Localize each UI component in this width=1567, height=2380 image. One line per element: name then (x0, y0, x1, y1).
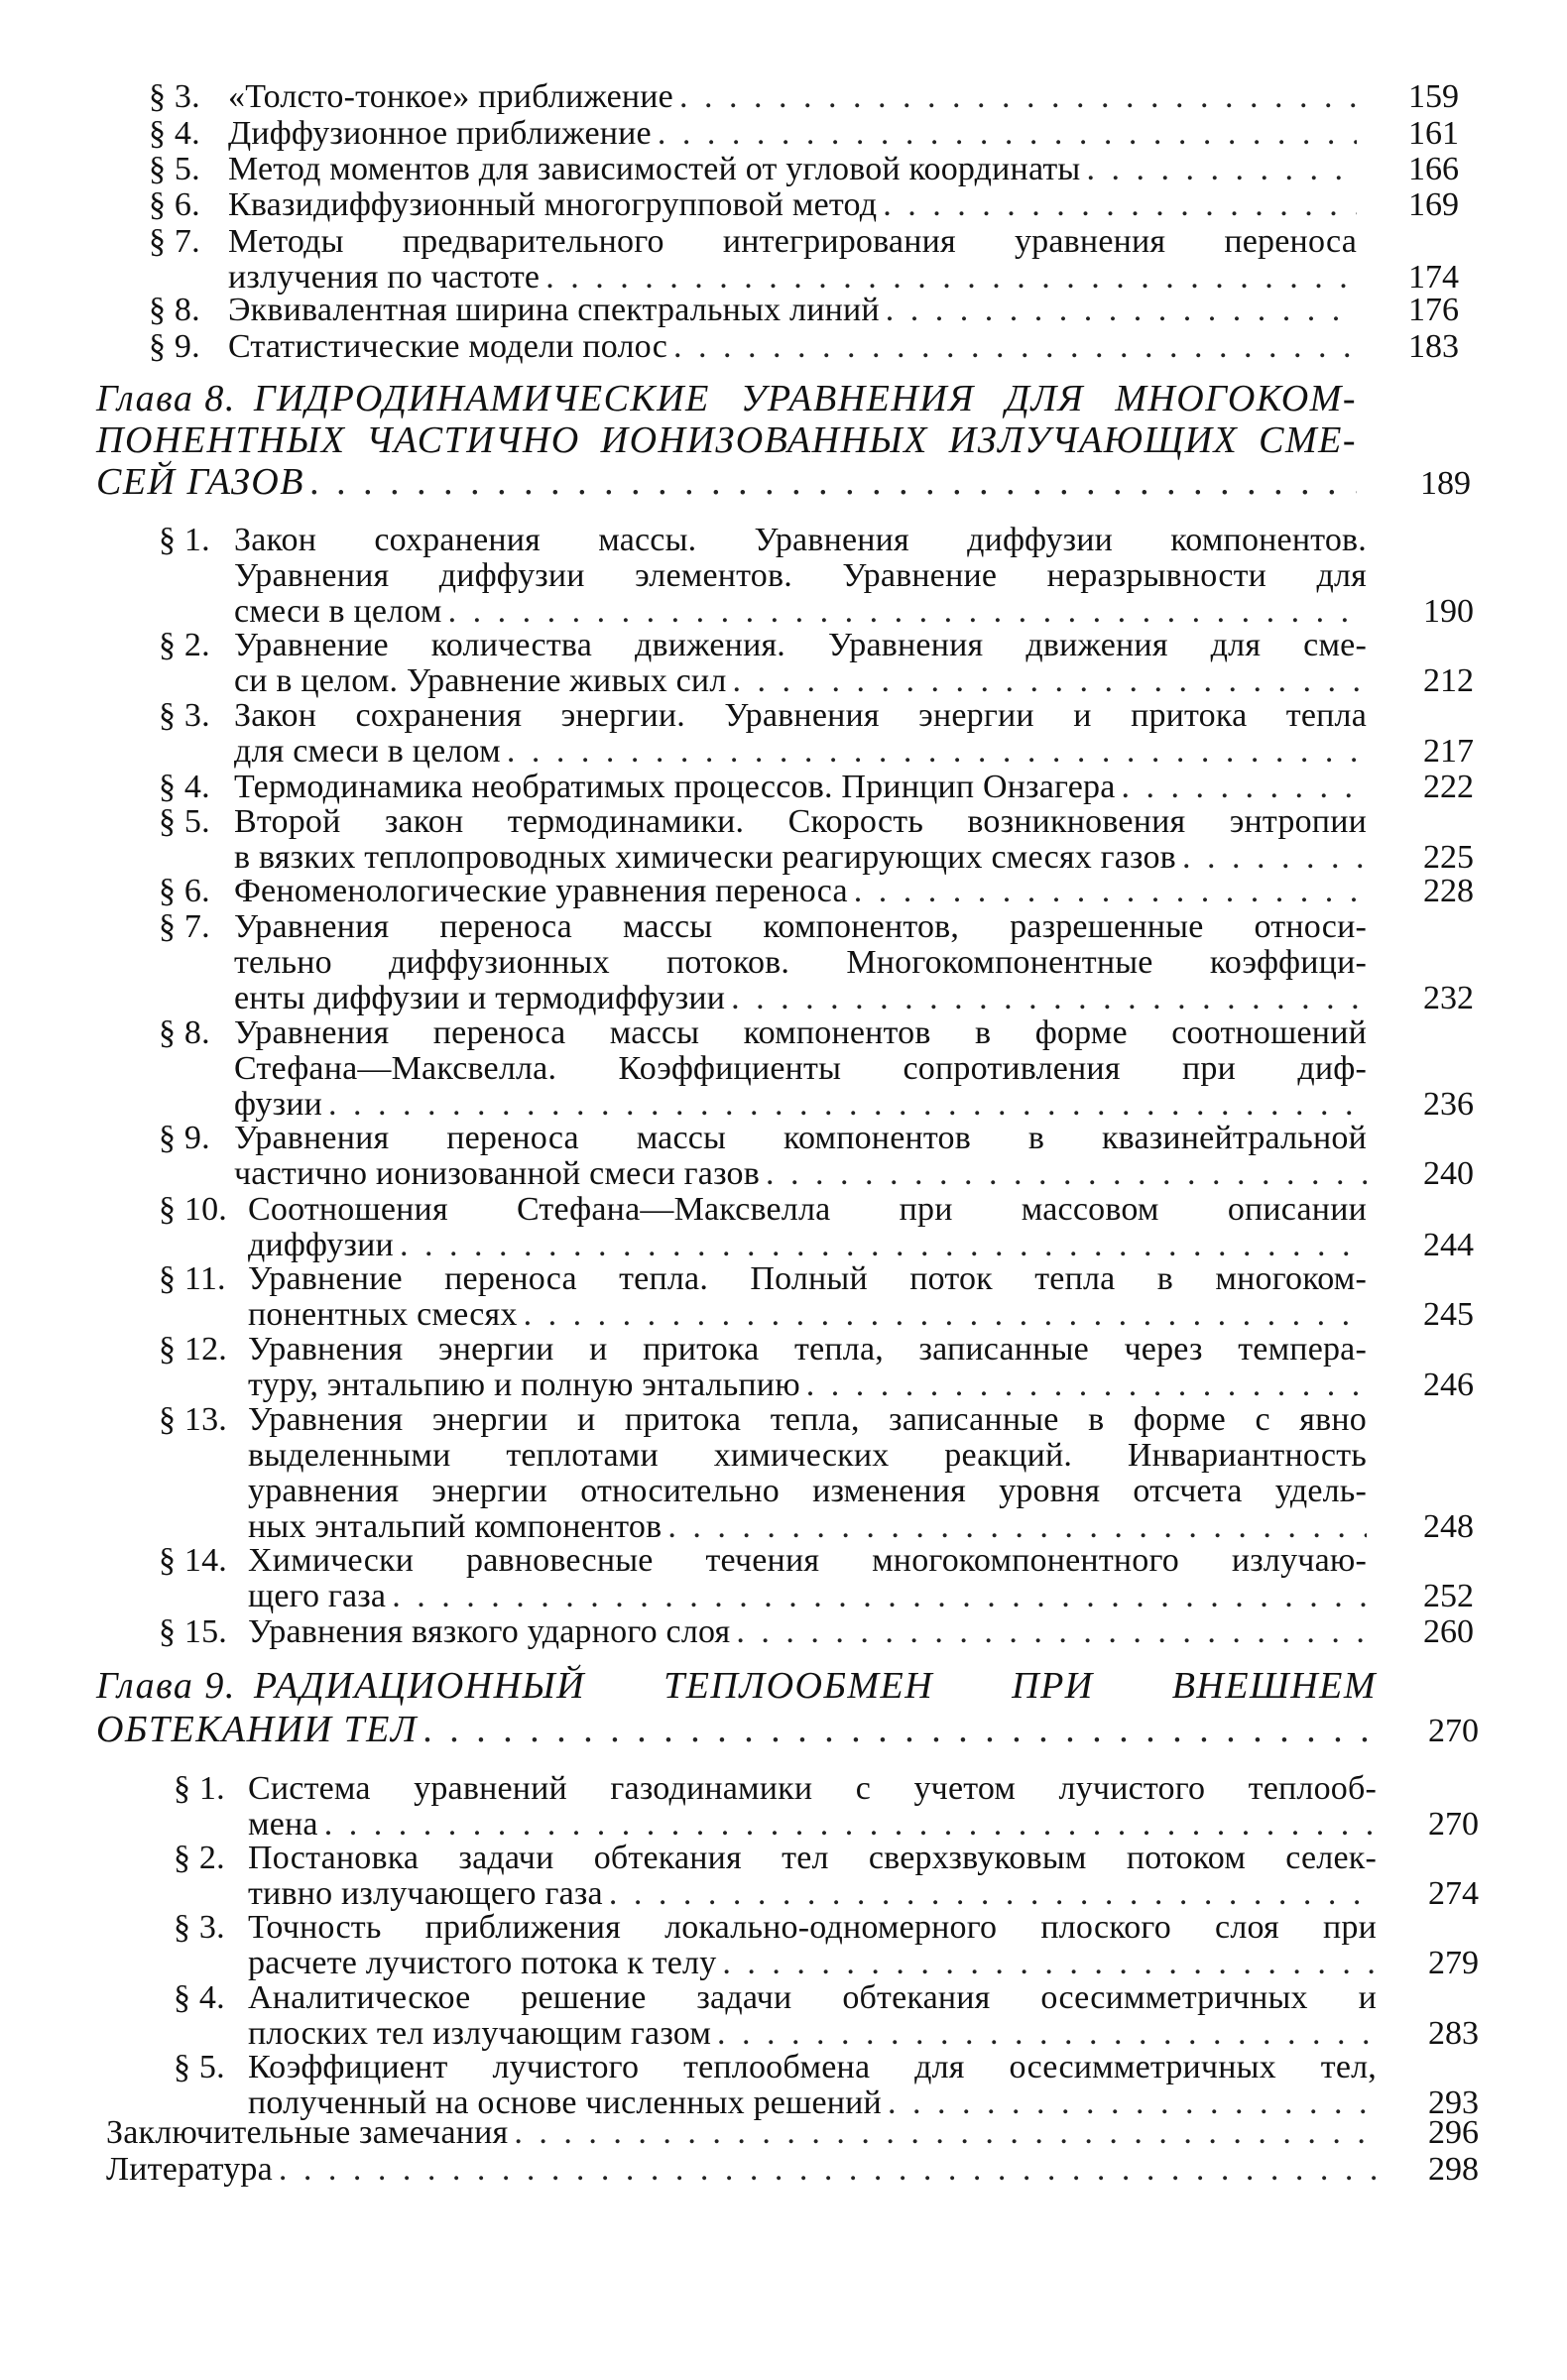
toc-entry-line (159, 1015, 1367, 1051)
section-number: § 15. (159, 1613, 227, 1650)
toc-entry-line (96, 379, 1357, 418)
entry-title: плоских тел излучающим газом (248, 2015, 712, 2052)
toc-entry-line (248, 1368, 1367, 1403)
page-number: 228 (1423, 873, 1474, 909)
dot-leader (733, 663, 1368, 699)
page-number: 159 (1408, 78, 1459, 115)
toc-entry-line (234, 1051, 1367, 1087)
section-number: § 10. (159, 1191, 227, 1228)
entry-title: Эквивалентная ширина спектральных линий (228, 292, 880, 328)
section-number: § 6. (159, 873, 210, 909)
page-number: 174 (1408, 259, 1459, 296)
toc-entry-line (149, 116, 1357, 152)
toc-entry-line (174, 1771, 1377, 1807)
dot-leader (609, 1876, 1377, 1912)
chapter-label: Глава 9. (96, 1665, 236, 1707)
dot-leader (883, 187, 1357, 223)
section-number: § 2. (159, 627, 210, 663)
toc-entry-line (149, 79, 1357, 115)
toc-entry-line (149, 224, 1357, 260)
entry-title: енты диффузии и термодиффузии (234, 980, 726, 1016)
section-number: § 3. (174, 1909, 225, 1946)
page-number: 274 (1428, 1875, 1479, 1912)
chapter-title: СЕЙ ГАЗОВ (96, 461, 304, 503)
section-number: § 5. (149, 151, 200, 187)
toc-entry-line (159, 1121, 1367, 1156)
section-number: § 7. (149, 223, 200, 260)
section-number: § 4. (159, 769, 210, 805)
toc-entry-line (234, 840, 1367, 876)
dot-leader (545, 260, 1357, 296)
dot-leader (1086, 152, 1357, 187)
dot-leader (679, 79, 1357, 115)
entry-title: Система уравнений газодинамики с учетом лучистого теплооб- (248, 1770, 1377, 1807)
page-number: 225 (1423, 839, 1474, 876)
page-number: 248 (1423, 1508, 1474, 1545)
entry-title: Уравнения переноса массы компонентов в квазинейтральной (234, 1120, 1367, 1156)
dot-leader (886, 293, 1357, 328)
entry-title: туру, энтальпию и полную энтальпию (248, 1367, 800, 1403)
section-number: § 4. (149, 115, 200, 152)
section-number: § 1. (174, 1770, 225, 1807)
toc-entry-line (248, 1946, 1377, 1981)
toc-entry-line (159, 1402, 1367, 1438)
entry-title: ных энтальпий компонентов (248, 1508, 663, 1545)
dot-leader (507, 734, 1367, 770)
dot-leader (806, 1368, 1367, 1403)
entry-title: Закон сохранения массы. Уравнения диффузии компонентов. (234, 522, 1367, 558)
entry-title: Термодинамика необратимых процессов. Принцип Онзагера (234, 769, 1116, 805)
entry-title: Заключительные замечания (106, 2114, 509, 2151)
toc-entry-line (96, 462, 1357, 502)
entry-title: излучения по частоте (228, 259, 541, 296)
entry-title: Точность приближения локально-одномерного плоского слоя при (248, 1909, 1377, 1946)
toc-entry-line (234, 734, 1367, 770)
chapter-title: ПОНЕНТНЫХ ЧАСТИЧНО ИОНИЗОВАННЫХ ИЗЛУЧАЮЩИХ СМЕ- (96, 419, 1357, 461)
entry-title: фузии (234, 1086, 323, 1123)
entry-title: тельно диффузионных потоков. Многокомпонентные коэффици- (234, 944, 1367, 981)
page-number: 217 (1423, 733, 1474, 770)
page-number: 246 (1423, 1367, 1474, 1403)
entry-title: Постановка задачи обтекания тел сверхзвуковым потоком селек- (248, 1840, 1377, 1876)
dot-leader (731, 981, 1367, 1016)
dot-leader (392, 1579, 1367, 1614)
section-number: § 13. (159, 1401, 227, 1438)
page-number: 279 (1428, 1945, 1479, 1981)
toc-entry-line (159, 1543, 1367, 1579)
toc-entry-line (248, 2016, 1377, 2052)
toc-entry-line (96, 1666, 1377, 1706)
toc-entry-line (149, 187, 1357, 223)
section-number: § 5. (174, 2049, 225, 2085)
toc-entry-line (174, 1841, 1377, 1876)
entry-title: Литература (106, 2151, 273, 2188)
section-number: § 9. (149, 328, 200, 365)
toc-entry-line (159, 1192, 1367, 1228)
page-number: 212 (1423, 662, 1474, 699)
page-number: 296 (1428, 2114, 1479, 2151)
toc-entry-line (159, 1614, 1367, 1650)
page-number: 169 (1408, 186, 1459, 223)
chapter-title: ОБТЕКАНИИ ТЕЛ (96, 1709, 419, 1750)
page-number: 190 (1423, 593, 1474, 630)
toc-entry-line (106, 2115, 1377, 2151)
entry-title: понентных смесях (248, 1296, 518, 1333)
toc-entry-line (228, 260, 1357, 296)
entry-title: Химически равновесные течения многокомпонентного излучаю- (248, 1542, 1367, 1579)
entry-title: Уравнения диффузии элементов. Уравнение неразрывности для (234, 557, 1367, 594)
entry-title: Диффузионное приближение (228, 115, 652, 152)
page-number: 240 (1423, 1155, 1474, 1192)
page-number: 252 (1423, 1578, 1474, 1614)
section-number: § 1. (159, 522, 210, 558)
toc-entry-line (234, 1087, 1367, 1123)
toc-entry-line (159, 909, 1367, 945)
section-number: § 2. (174, 1840, 225, 1876)
toc-entry-line (248, 1297, 1367, 1333)
dot-leader (524, 1297, 1367, 1333)
entry-title: диффузии (248, 1227, 394, 1263)
entry-title: Уравнения энергии и притока тепла, записанные в форме с явно (248, 1401, 1367, 1438)
toc-entry-line (234, 594, 1367, 630)
page-number: 161 (1408, 115, 1459, 152)
page-number: 293 (1428, 2084, 1479, 2121)
page-number: 270 (1428, 1806, 1479, 1843)
entry-title: Уравнения переноса массы компонентов в форме соотношений (234, 1014, 1367, 1051)
toc-entry-line (248, 1474, 1367, 1509)
toc-entry-line (248, 1579, 1367, 1614)
page-number: 189 (1420, 465, 1471, 502)
toc-entry-line (174, 1910, 1377, 1946)
dot-leader (717, 2016, 1377, 2052)
entry-title: Феноменологические уравнения переноса (234, 873, 848, 909)
entry-title: Уравнения энергии и притока тепла, записанные через темпера- (248, 1331, 1367, 1368)
section-number: § 5. (159, 803, 210, 840)
entry-title: си в целом. Уравнение живых сил (234, 662, 727, 699)
entry-title: «Толсто-тонкое» приближение (228, 78, 673, 115)
dot-leader (328, 1087, 1367, 1123)
page-number: 183 (1408, 328, 1459, 365)
toc-entry-line (159, 874, 1367, 909)
page-number: 260 (1423, 1613, 1474, 1650)
toc-entry-line (149, 329, 1357, 365)
section-number: § 3. (159, 697, 210, 734)
toc-entry-line (149, 293, 1357, 328)
entry-title: Уравнения переноса массы компонентов, разрешенные относи- (234, 908, 1367, 945)
page-number: 222 (1423, 769, 1474, 805)
toc-entry-line (234, 981, 1367, 1016)
section-number: § 14. (159, 1542, 227, 1579)
dot-leader (722, 1946, 1377, 1981)
dot-leader (279, 2152, 1377, 2188)
entry-title: щего газа (248, 1578, 387, 1614)
toc-entry-line (234, 945, 1367, 981)
entry-title: Уравнение переноса тепла. Полный поток тепла в многоком- (248, 1260, 1367, 1297)
toc-entry-line (159, 628, 1367, 663)
dot-leader (1122, 770, 1367, 805)
dot-leader (448, 594, 1367, 630)
dot-leader (1182, 840, 1367, 876)
page-number: 298 (1428, 2151, 1479, 2188)
entry-title: Статистические модели полос (228, 328, 667, 365)
dot-leader (658, 116, 1357, 152)
entry-title: Методы предварительного интегрирования уравнения переноса (228, 223, 1357, 260)
section-number: § 11. (159, 1260, 226, 1297)
dot-leader (854, 874, 1367, 909)
toc-entry-line (149, 152, 1357, 187)
entry-title: для смеси в целом (234, 733, 501, 770)
entry-title: Закон сохранения энергии. Уравнения энергии и притока тепла (234, 697, 1367, 734)
chapter-title: РАДИАЦИОННЫЙ ТЕПЛООБМЕН ПРИ ВНЕШНЕМ (253, 1665, 1377, 1707)
entry-title: Уравнение количества движения. Уравнения движения для сме- (234, 627, 1367, 663)
entry-title: Коэффициент лучистого теплообмена для осесимметричных тел, (248, 2049, 1377, 2085)
page-number: 176 (1408, 292, 1459, 328)
toc-entry-line (248, 1876, 1377, 1912)
page-number: 283 (1428, 2015, 1479, 2052)
page-number: 236 (1423, 1086, 1474, 1123)
entry-title: тивно излучающего газа (248, 1875, 603, 1912)
toc-entry-line (159, 1261, 1367, 1297)
toc-entry-line (106, 2152, 1377, 2188)
entry-title: Квазидиффузионный многогрупповой метод (228, 186, 878, 223)
page-number: 245 (1423, 1296, 1474, 1333)
toc-entry-line (174, 1980, 1377, 2016)
section-number: § 3. (149, 78, 200, 115)
entry-title: мена (248, 1806, 318, 1843)
toc-entry-line (248, 1228, 1367, 1263)
toc-entry-line (96, 420, 1357, 460)
dot-leader (766, 1156, 1367, 1192)
entry-title: Соотношения Стефана—Максвелла при массовом описании (248, 1191, 1367, 1228)
dot-leader (310, 462, 1357, 502)
entry-title: частично ионизованной смеси газов (234, 1155, 760, 1192)
dot-leader (400, 1228, 1367, 1263)
entry-title: Метод моментов для зависимостей от угловой координаты (228, 151, 1081, 187)
toc-entry-line (159, 523, 1367, 558)
toc-entry-line (159, 698, 1367, 734)
section-number: § 12. (159, 1331, 227, 1368)
section-number: § 4. (174, 1979, 225, 2016)
chapter-title: ГИДРОДИНАМИЧЕСКИЕ УРАВНЕНИЯ ДЛЯ МНОГОКОМ- (253, 378, 1357, 419)
section-number: § 6. (149, 186, 200, 223)
entry-title: Уравнения вязкого ударного слоя (248, 1613, 731, 1650)
entry-title: в вязких теплопроводных химически реагирующих смесях газов (234, 839, 1176, 876)
toc-entry-line (234, 663, 1367, 699)
entry-title: полученный на основе численных решений (248, 2084, 882, 2121)
dot-leader (736, 1614, 1367, 1650)
section-number: § 8. (159, 1014, 210, 1051)
toc-entry-line (248, 1807, 1377, 1843)
entry-title: расчете лучистого потока к телу (248, 1945, 717, 1981)
toc-entry-line (234, 558, 1367, 594)
section-number: § 7. (159, 908, 210, 945)
chapter-label: Глава 8. (96, 378, 236, 419)
toc-entry-line (159, 1332, 1367, 1368)
dot-leader (667, 1509, 1367, 1545)
section-number: § 9. (159, 1120, 210, 1156)
entry-title: Аналитическое решение задачи обтекания осесимметричных и (248, 1979, 1377, 2016)
toc-entry-line (174, 2050, 1377, 2085)
entry-title: уравнения энергии относительно изменения уровня отсчета удель- (248, 1473, 1367, 1509)
toc-entry-line (159, 804, 1367, 840)
entry-title: смеси в целом (234, 593, 442, 630)
dot-leader (514, 2115, 1377, 2151)
dot-leader (324, 1807, 1377, 1843)
toc-entry-line (248, 1438, 1367, 1474)
page-number: 166 (1408, 151, 1459, 187)
dot-leader (673, 329, 1357, 365)
entry-title: выделенными теплотами химических реакций. Инвариантность (248, 1437, 1367, 1474)
page-number: 244 (1423, 1227, 1474, 1263)
entry-title: Стефана—Максвелла. Коэффициенты сопротивления при диф- (234, 1050, 1367, 1087)
toc-entry-line (159, 770, 1367, 805)
toc-entry-line (248, 1509, 1367, 1545)
dot-leader (423, 1710, 1377, 1749)
page-number: 270 (1428, 1713, 1479, 1749)
page-number: 232 (1423, 980, 1474, 1016)
toc-entry-line (96, 1710, 1377, 1749)
entry-title: Второй закон термодинамики. Скорость возникновения энтропии (234, 803, 1367, 840)
section-number: § 8. (149, 292, 200, 328)
toc-entry-line (234, 1156, 1367, 1192)
